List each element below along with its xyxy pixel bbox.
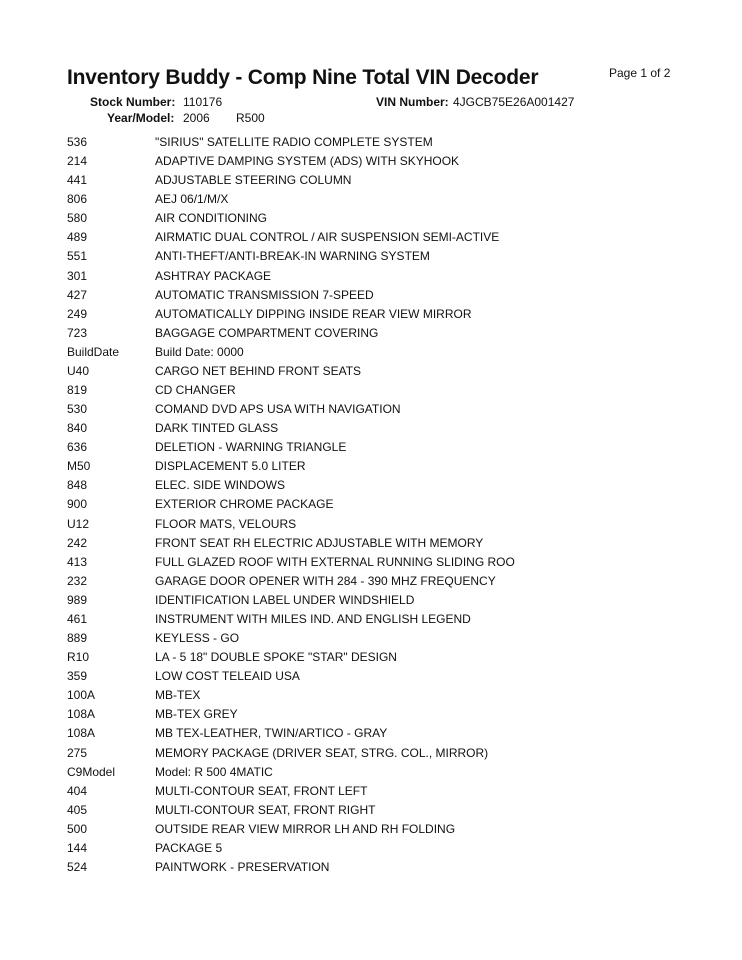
option-code: U12 bbox=[67, 516, 90, 531]
option-code: BuildDate bbox=[67, 344, 120, 359]
option-description: ASHTRAY PACKAGE bbox=[155, 268, 272, 283]
option-description: AUTOMATIC TRANSMISSION 7-SPEED bbox=[155, 287, 374, 302]
option-code: M50 bbox=[67, 459, 91, 474]
option-description: MEMORY PACKAGE (DRIVER SEAT, STRG. COL., MIRROR) bbox=[155, 745, 489, 760]
option-description: DELETION - WARNING TRIANGLE bbox=[155, 440, 347, 455]
option-description: Build Date: 0000 bbox=[155, 344, 244, 359]
option-code: U40 bbox=[67, 363, 90, 378]
option-code: 889 bbox=[67, 631, 88, 646]
option-code: 461 bbox=[67, 611, 88, 626]
option-code: 108A bbox=[67, 707, 96, 722]
option-code: 636 bbox=[67, 440, 88, 455]
option-code: 524 bbox=[67, 859, 88, 874]
option-code: 848 bbox=[67, 478, 88, 493]
option-code: 723 bbox=[67, 325, 88, 340]
option-code: 500 bbox=[67, 821, 88, 836]
option-description: MB-TEX bbox=[155, 688, 201, 703]
option-description: ADAPTIVE DAMPING SYSTEM (ADS) WITH SKYHOOK bbox=[155, 154, 460, 169]
year-value: 2006 bbox=[183, 111, 210, 125]
option-description: AIR CONDITIONING bbox=[155, 211, 268, 226]
option-description: FULL GLAZED ROOF WITH EXTERNAL RUNNING SLIDING ROO bbox=[155, 554, 515, 569]
option-code: 551 bbox=[67, 249, 88, 264]
option-code: 275 bbox=[67, 745, 88, 760]
model-value: R500 bbox=[236, 111, 265, 125]
option-code: 413 bbox=[67, 554, 88, 569]
option-code: 441 bbox=[67, 173, 88, 188]
option-code: 108A bbox=[67, 726, 96, 741]
vin-number-label bbox=[376, 95, 449, 109]
option-description: ADJUSTABLE STEERING COLUMN bbox=[155, 173, 352, 188]
year-model-label bbox=[107, 111, 174, 125]
option-description: LOW COST TELEAID USA bbox=[155, 669, 300, 684]
stock-number-value: 110176 bbox=[183, 95, 223, 109]
option-code: 242 bbox=[67, 535, 88, 550]
option-description: CD CHANGER bbox=[155, 383, 236, 398]
option-code: 301 bbox=[67, 268, 88, 283]
option-description: AUTOMATICALLY DIPPING INSIDE REAR VIEW MIRROR bbox=[155, 306, 472, 321]
option-description: DARK TINTED GLASS bbox=[155, 421, 279, 436]
option-code: 580 bbox=[67, 211, 88, 226]
option-description: MB TEX-LEATHER, TWIN/ARTICO - GRAY bbox=[155, 726, 388, 741]
option-description: COMAND DVD APS USA WITH NAVIGATION bbox=[155, 402, 401, 417]
option-description: ELEC. SIDE WINDOWS bbox=[155, 478, 286, 493]
stock-number-label bbox=[90, 95, 175, 109]
option-description: AEJ 06/1/M/X bbox=[155, 192, 229, 207]
option-code: 404 bbox=[67, 783, 88, 798]
option-description: KEYLESS - GO bbox=[155, 631, 240, 646]
option-description: Model: R 500 4MATIC bbox=[155, 764, 273, 779]
option-code: 989 bbox=[67, 592, 88, 607]
option-code: 819 bbox=[67, 383, 88, 398]
option-code: C9Model bbox=[67, 764, 116, 779]
label: Stock Number: bbox=[90, 95, 176, 109]
option-code: 405 bbox=[67, 802, 88, 817]
option-code: 840 bbox=[67, 421, 88, 436]
option-code: 427 bbox=[67, 287, 88, 302]
option-description: PACKAGE 5 bbox=[155, 840, 223, 855]
option-description: "SIRIUS" SATELLITE RADIO COMPLETE SYSTEM bbox=[155, 135, 433, 149]
option-description: FRONT SEAT RH ELECTRIC ADJUSTABLE WITH MEMORY bbox=[155, 535, 484, 550]
option-code: 214 bbox=[67, 154, 88, 169]
option-code: 900 bbox=[67, 497, 88, 512]
option-code: 249 bbox=[67, 306, 88, 321]
option-code: 359 bbox=[67, 669, 88, 684]
label: VIN Number: bbox=[376, 95, 449, 109]
option-description: MULTI-CONTOUR SEAT, FRONT LEFT bbox=[155, 783, 368, 798]
option-description: ANTI-THEFT/ANTI-BREAK-IN WARNING SYSTEM bbox=[155, 249, 430, 264]
page-number: Page 1 of 2 bbox=[609, 66, 671, 80]
document-title: Inventory Buddy - Comp Nine Total VIN Decoder bbox=[67, 66, 539, 89]
option-description: CARGO NET BEHIND FRONT SEATS bbox=[155, 363, 362, 378]
option-code: 530 bbox=[67, 402, 88, 417]
option-description: MULTI-CONTOUR SEAT, FRONT RIGHT bbox=[155, 802, 376, 817]
option-description: OUTSIDE REAR VIEW MIRROR LH AND RH FOLDING bbox=[155, 821, 456, 836]
option-code: 806 bbox=[67, 192, 88, 207]
option-description: IDENTIFICATION LABEL UNDER WINDSHIELD bbox=[155, 592, 415, 607]
option-code: 144 bbox=[67, 840, 88, 855]
option-description: GARAGE DOOR OPENER WITH 284 - 390 MHZ FREQUENCY bbox=[155, 573, 496, 588]
label: Year/Model: bbox=[107, 111, 175, 125]
option-description: MB-TEX GREY bbox=[155, 707, 238, 722]
option-code: 100A bbox=[67, 688, 96, 703]
option-description: BAGGAGE COMPARTMENT COVERING bbox=[155, 325, 379, 340]
option-description: AIRMATIC DUAL CONTROL / AIR SUSPENSION SEMI-ACTIVE bbox=[155, 230, 500, 245]
option-description: DISPLACEMENT 5.0 LITER bbox=[155, 459, 306, 474]
option-code: 489 bbox=[67, 230, 88, 245]
option-description: EXTERIOR CHROME PACKAGE bbox=[155, 497, 334, 512]
option-description: FLOOR MATS, VELOURS bbox=[155, 516, 297, 531]
option-code: 232 bbox=[67, 573, 88, 588]
vin-number-value: 4JGCB75E26A001427 bbox=[453, 95, 575, 109]
option-code: R10 bbox=[67, 650, 90, 665]
option-description: INSTRUMENT WITH MILES IND. AND ENGLISH LEGEND bbox=[155, 611, 471, 626]
option-description: LA - 5 18" DOUBLE SPOKE "STAR" DESIGN bbox=[155, 650, 397, 665]
option-description: PAINTWORK - PRESERVATION bbox=[155, 859, 330, 874]
option-code: 536 bbox=[67, 135, 88, 149]
